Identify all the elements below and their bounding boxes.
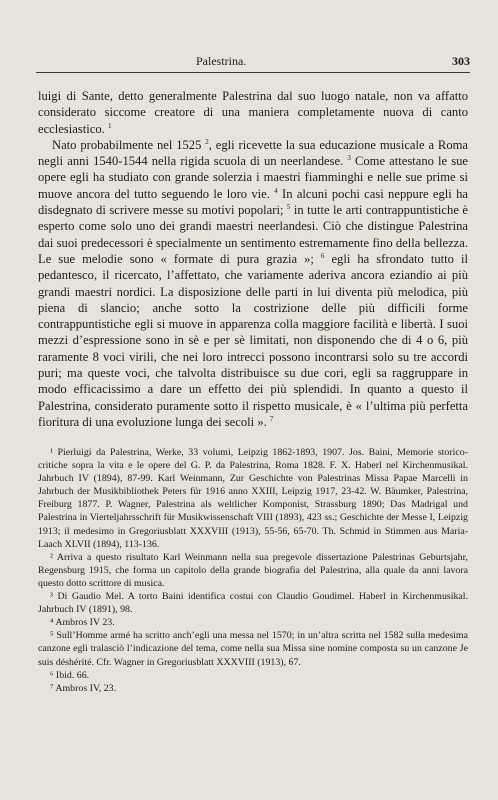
paragraph-2 — [38, 137, 468, 430]
footnote-4: ⁴ Ambros IV 23. — [50, 617, 115, 629]
paragraph-1 — [38, 88, 468, 137]
running-title: Palestrina. — [196, 54, 247, 68]
paragraph-2-text: , egli ricevette la sua educazione musicale a Roma negli anni 1540-1544 nella rigida scuola di un neerlandese. — [38, 137, 469, 169]
page-number: 303 — [452, 54, 470, 68]
footnote-1: ¹ Pierluigi da Palestrina, Werke, 33 volumi, Leipzig 1862-1893, 1907. Jos. Baini, Memorie storico-critiche sopra la vita e le opere del G. P. da Palestrina, Roma 1828. F. X. Haberl nel Kirchenmusikal. Jahrbuch IV (1894), 87-99. Karl Weinmann, Zur Geschichte von Palestrinas Missa Papae Marcelli in Jahrbuch der Musikbibliothek Peters für 1916 anno XXIII, Leipzig 1917, 23-42. W. Bäumker, Palestrina, Freiburg 1877. P. Wagner, Palestrina als weltlicher Komponist, Strassburg 1890; Das Madrigal und Palestrina in Vierteljahrsschrift für Musikwissenschaft VIII (1893), 423 ss.; Geschichte der Messe I, Leipzig 1913; il medesimo in Gregoriusblatt XXXVIII (1913), 55-56, 65-70. Th. Schmid in Stimmen aus Maria-Laach XLVII (1894), 113-136. — [38, 447, 468, 550]
footnote-ref[interactable]: 3 — [347, 154, 351, 162]
footnote-ref[interactable]: 5 — [286, 202, 291, 211]
paragraph-2-text: In alcuni pochi casi neppure egli ha disdegnato di scrivere messe su motivi popolari; — [38, 186, 468, 218]
main-text — [38, 88, 468, 430]
paragraph-2-text: egli ha sfrondato tutto il pedantesco, il ricercato, l’affettato, che variamente aderiva ancora eziandio ai più grandi maestri nordici. La disposizione delle parti in lui diventa più melodica, più piena di slancio; anche sotto la costrizione delle più difficili forme contrappuntistiche egli si muove in apparenza colla maggiore facilità e libertà. I suoi mezzi d’espressione sono in sè e per sè limitati, non disponendo che di 4 o 6, più raramente 8 voci virili, che nei loro intrecci possono incontrarsi solo su tre accordi puri; ma queste voci, che talvolta distribuisce su due cori, egli sa raggruppare in modo efficacissimo a dare un effetto dei più splendidi. In quanto a questo il Palestrina, considerato puramente sotto il rispetto musicale, è « l’ultima più perfetta fioritura di una evoluzione lunga dei secoli ». — [38, 251, 468, 429]
running-header — [36, 52, 470, 73]
footnote-2: ² Arriva a questo risultato Karl Weinmann nella sua pregevole dissertazione Palestrinas Geburtsjahr, Regensburg 1915, che forma un capitolo della grande biografia del Palestrina, alla quale da anni lavora questo dotto scrittore di musica. — [38, 551, 468, 589]
paragraph-2-text: in tutte le arti contrappuntistiche è esperto come solo uno dei grandi maestri neerlandesi. Ciò che distingue Palestrina dai suoi predecessori è specialmente un sentimento estremamente fino della bellezza. Le sue melodie sono « formate di pura grazia »; — [38, 203, 468, 266]
footnotes — [38, 446, 468, 695]
footnote-5: ⁵ Sull’Homme armé ha scritto anch’egli una messa nel 1570; in un’altra scritta nel 1582 sulla medesima canzone egli tralasciò l’indicazione del tema, come nella sua Missa sine nomine composta su un canzone Je suis déshérité. Cfr. Wagner in Gregoriusblatt XXXVIII (1913), 67. — [38, 630, 468, 668]
footnote-ref[interactable]: 7 — [269, 414, 274, 423]
footnote-ref[interactable]: 2 — [205, 137, 209, 146]
footnote-ref[interactable]: 6 — [320, 251, 325, 260]
footnote-ref[interactable]: 4 — [274, 186, 278, 195]
footnote-6: ⁶ Ibid. 66. — [50, 669, 90, 681]
footnote-3: ³ Di Gaudio Mel. A torto Baini identifica costui con Claudio Goudimel. Haberl in Kirchenmusikal. Jahrbuch IV (1891), 98. — [38, 591, 468, 616]
paragraph-2-text: Come attestano le sue opere egli ha studiato con grande solerzia i maestri fiamminghi e nelle sue prime si muove ancora del tutto seguendo le loro vie. — [38, 154, 468, 201]
paragraph-1-text: luigi di Sante, detto generalmente Palestrina dal suo luogo natale, non va affatto considerato siccome creatore di una maniera completamente nuova di canto ecclesiastico. — [38, 89, 468, 136]
footnote-ref[interactable]: 1 — [107, 121, 112, 130]
footnote-7: ⁷ Ambros IV, 23. — [50, 682, 117, 694]
paragraph-2-text: Nato probabilmente nel 1525 — [52, 137, 206, 152]
